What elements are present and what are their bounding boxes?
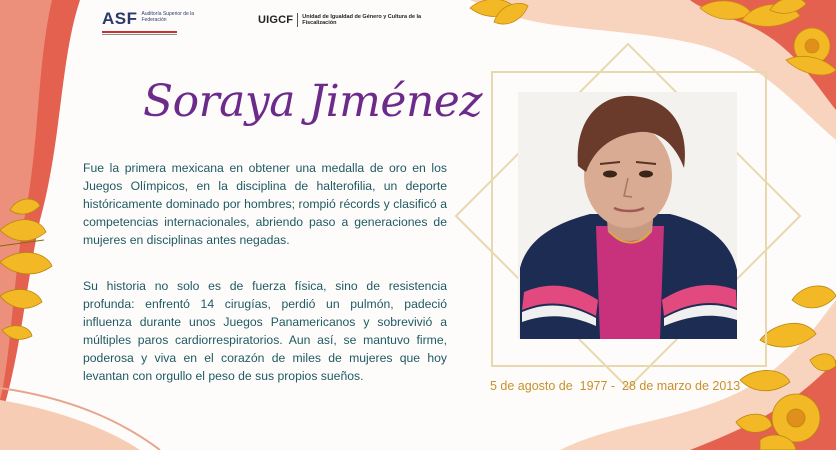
uigcf-logo: [258, 13, 432, 27]
asf-logo-subtitle: Auditoría Superior de la Federación: [141, 11, 195, 23]
portrait-photo: [518, 92, 737, 339]
bio-paragraph-2: Su historia no solo es de fuerza física, sino de resistencia profunda: enfrentó 14 cirugías, perdió un pulmón, padeció influenza durante unos Juegos Panamericanos y sobrevivió a múltiples paros cardiorrespiratorios. Aun así, se mantuvo firme, poderosa y viva en el corazón de miles de mujeres que hoy levantan con orgullo el peso de sus propios sueños.: [83, 279, 447, 383]
bio-paragraph-1: Fue la primera mexicana en obtener una medalla de oro en los Juegos Olímpicos, en la disciplina de halterofilia, un deporte históricamente dominado por hombres; rompió récords y clasificó a competencias internacionales, abriendo paso a generaciones de mujeres en disciplinas antes negadas.: [83, 161, 447, 247]
asf-logo: [102, 10, 212, 27]
uigcf-logo-subtitle: Unidad de Igualdad de Género y Cultura de la Fiscalización: [302, 13, 422, 26]
uigcf-logo-separator: [297, 13, 298, 27]
uigcf-logo-mark: UIGCF: [258, 14, 294, 26]
asf-logo-underline: [102, 31, 177, 33]
asf-logo-underline-secondary: [102, 34, 177, 35]
life-dates: 5 de agosto de 1977 - 28 de marzo de 2013: [490, 379, 741, 393]
profile-name-title: Soraya Jiménez: [143, 76, 483, 127]
asf-logo-mark: ASF: [102, 9, 138, 28]
